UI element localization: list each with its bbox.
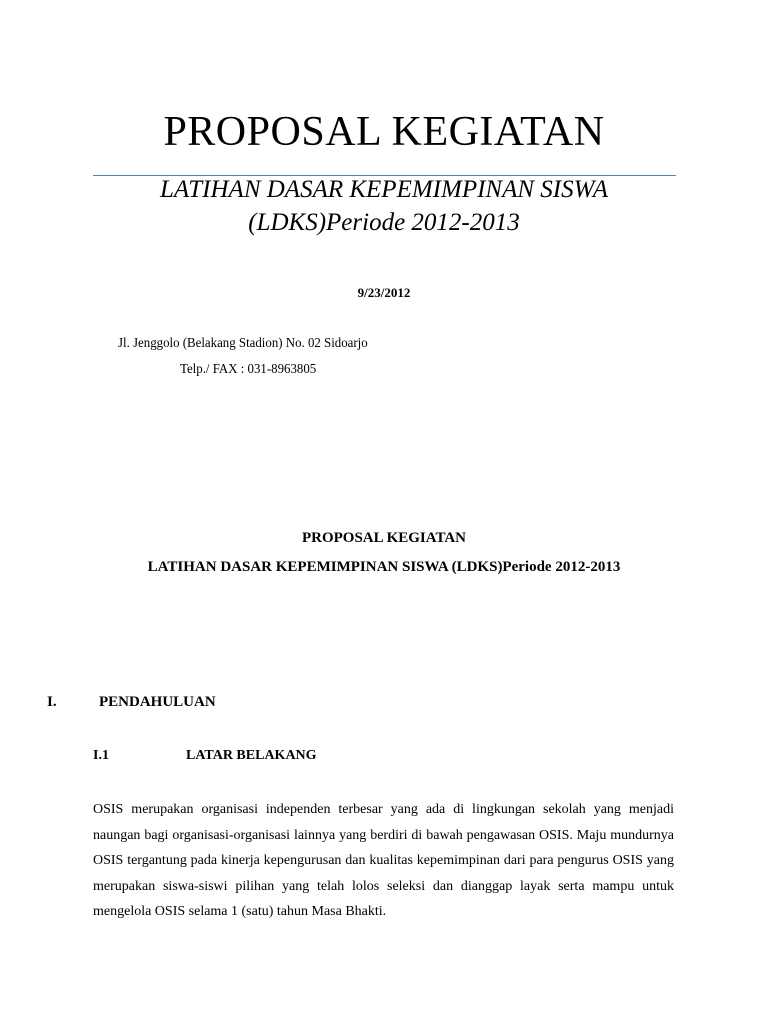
- cover-address: Jl. Jenggolo (Belakang Stadion) No. 02 Sidoarjo: [118, 336, 368, 351]
- document-subtitle: LATIHAN DASAR KEPEMIMPINAN SISWA (LDKS)Periode 2012-2013: [147, 559, 621, 575]
- body-paragraph: OSIS merupakan organisasi independen terbesar yang ada di lingkungan sekolah yang menjadi naungan bagi organisasi-organisasi lainnya yang berdiri di bawah pengawasan OSIS. Maju mundurnya OSIS tergantung pada kinerja kepengurusan dan kualitas kepemimpinan dari para pengurus OSIS yang merupakan siswa-siswi pilihan yang telah lolos seleksi dan dianggap layak serta mampu untuk mengelola OSIS selama 1 (satu) tahun Masa Bhakti.: [93, 802, 674, 919]
- cover-date: 9/23/2012: [357, 285, 411, 300]
- cover-title: PROPOSAL KEGIATAN: [163, 109, 605, 155]
- section-number: I.: [47, 694, 57, 710]
- document-title: PROPOSAL KEGIATAN: [301, 530, 467, 546]
- cover-subtitle-line1: LATIHAN DASAR KEPEMIMPINAN SISWA: [160, 176, 608, 203]
- cover-subtitle-line2: (LDKS)Periode 2012-2013: [248, 209, 520, 236]
- section-title: PENDAHULUAN: [99, 694, 216, 710]
- cover-phone: Telp./ FAX : 031-8963805: [180, 362, 317, 377]
- subsection-number: I.1: [93, 748, 109, 763]
- subsection-title: LATAR BELAKANG: [186, 748, 317, 763]
